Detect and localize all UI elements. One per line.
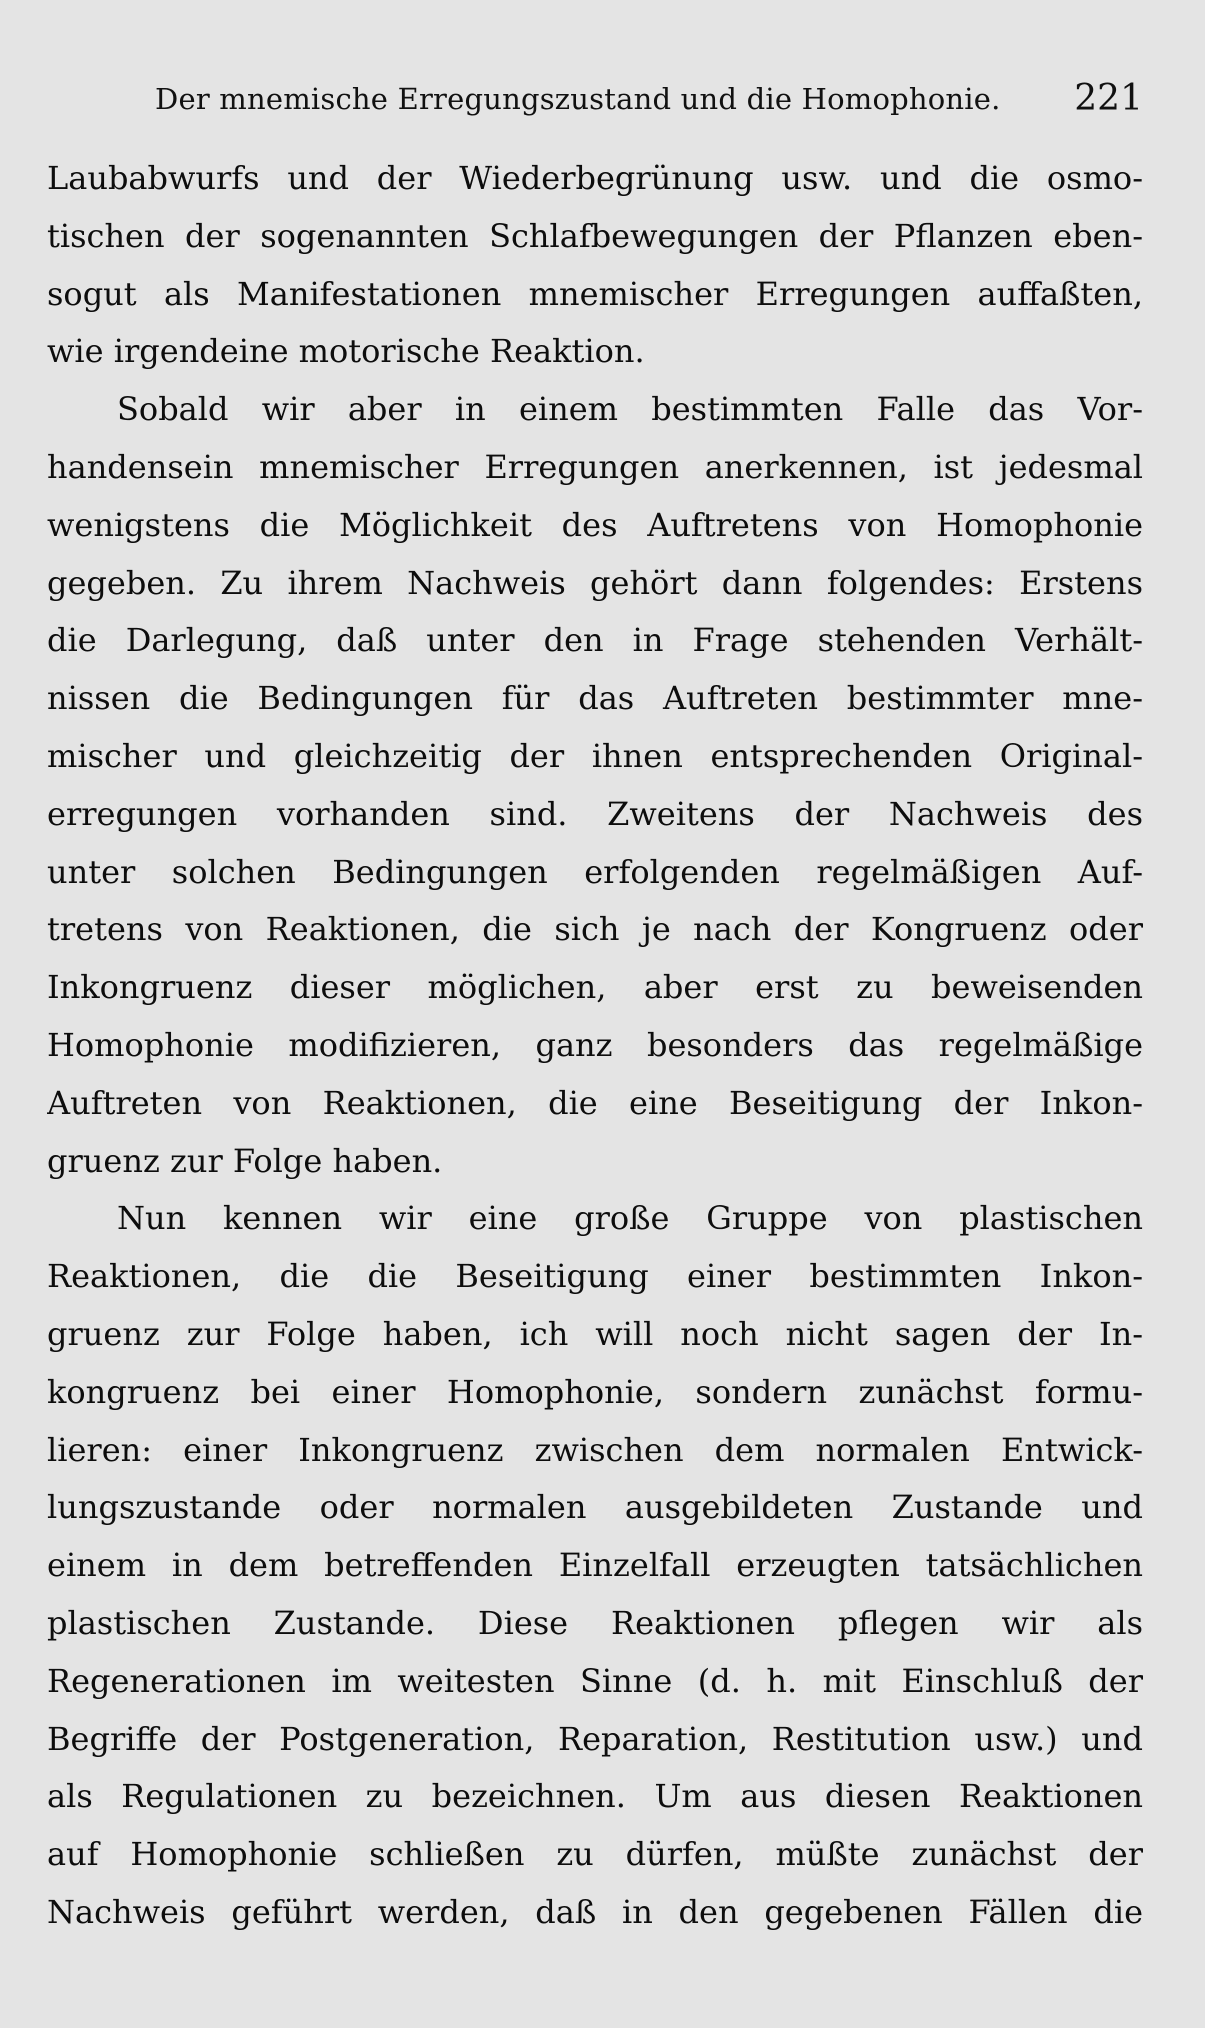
paragraph-2: [47, 381, 1143, 1190]
text-line: Sobald wir aber in einem bestimmten Falle das Vor-: [117, 390, 1143, 429]
text-line: plastischen Zustande. Diese Reaktionen pflegen wir als: [47, 1603, 1143, 1642]
text-line: Regenerationen im weitesten Sinne (d. h. mit Einschluß der: [47, 1661, 1143, 1700]
page-number: 221: [1074, 78, 1143, 119]
text-line: Begriffe der Postgeneration, Reparation, Restitution usw.) und: [47, 1719, 1143, 1758]
text-line: tretens von Reaktionen, die sich je nach der Kongruenz oder: [47, 910, 1143, 949]
text-line: Nachweis geführt werden, daß in den gegebenen Fällen die: [47, 1892, 1143, 1931]
text-line: wenigstens die Möglichkeit des Auftretens von Homophonie: [47, 505, 1143, 544]
text-line: gegeben. Zu ihrem Nachweis gehört dann folgendes: Erstens: [47, 563, 1143, 602]
text-line: handensein mnemischer Erregungen anerkennen, ist jedesmal: [47, 447, 1143, 486]
text-line: Reaktionen, die die Beseitigung einer bestimmten Inkon-: [47, 1257, 1143, 1296]
body-text: [47, 150, 1143, 1942]
paragraph-3: [47, 1190, 1143, 1941]
text-line: mischer und gleichzeitig der ihnen entsprechenden Original-: [47, 736, 1143, 775]
running-title: Der mnemische Erregungszustand und die Homophonie.: [155, 82, 1001, 116]
running-head: [155, 78, 1143, 122]
text-line: tischen der sogenannten Schlafbewegungen der Pflanzen eben-: [47, 216, 1143, 255]
text-line: nissen die Bedingungen für das Auftreten bestimmter mne-: [47, 679, 1143, 718]
text-line: unter solchen Bedingungen erfolgenden regelmäßigen Auf-: [47, 852, 1143, 891]
text-line: gruenz zur Folge haben, ich will noch nicht sagen der In-: [47, 1314, 1143, 1353]
text-line: kongruenz bei einer Homophonie, sondern zunächst formu-: [47, 1372, 1143, 1411]
text-line: Homophonie modifizieren, ganz besonders das regelmäßige: [47, 1025, 1143, 1064]
text-line: Laubabwurfs und der Wiederbegrünung usw. und die osmo-: [47, 159, 1143, 197]
text-line: Nun kennen wir eine große Gruppe von plastischen: [117, 1199, 1143, 1238]
text-line: Auftreten von Reaktionen, die eine Beseitigung der Inkon-: [47, 1083, 1143, 1122]
text-line: wie irgendeine motorische Reaktion.: [47, 332, 645, 371]
text-line: sogut als Manifestationen mnemischer Erregungen auffaßten,: [47, 274, 1143, 313]
text-line: Inkongruenz dieser möglichen, aber erst zu beweisenden: [47, 968, 1143, 1007]
text-line: auf Homophonie schließen zu dürfen, müßte zunächst der: [47, 1835, 1143, 1874]
paragraph-1: [47, 150, 1143, 381]
text-line: als Regulationen zu bezeichnen. Um aus diesen Reaktionen: [47, 1777, 1143, 1816]
text-line: erregungen vorhanden sind. Zweitens der Nachweis des: [47, 794, 1143, 833]
text-line: die Darlegung, daß unter den in Frage stehenden Verhält-: [47, 621, 1143, 660]
text-line: einem in dem betreffenden Einzelfall erzeugten tatsächlichen: [47, 1546, 1143, 1585]
text-line: gruenz zur Folge haben.: [47, 1141, 443, 1180]
text-line: lungszustande oder normalen ausgebildeten Zustande und: [47, 1488, 1143, 1527]
text-line: lieren: einer Inkongruenz zwischen dem normalen Entwick-: [47, 1430, 1143, 1469]
